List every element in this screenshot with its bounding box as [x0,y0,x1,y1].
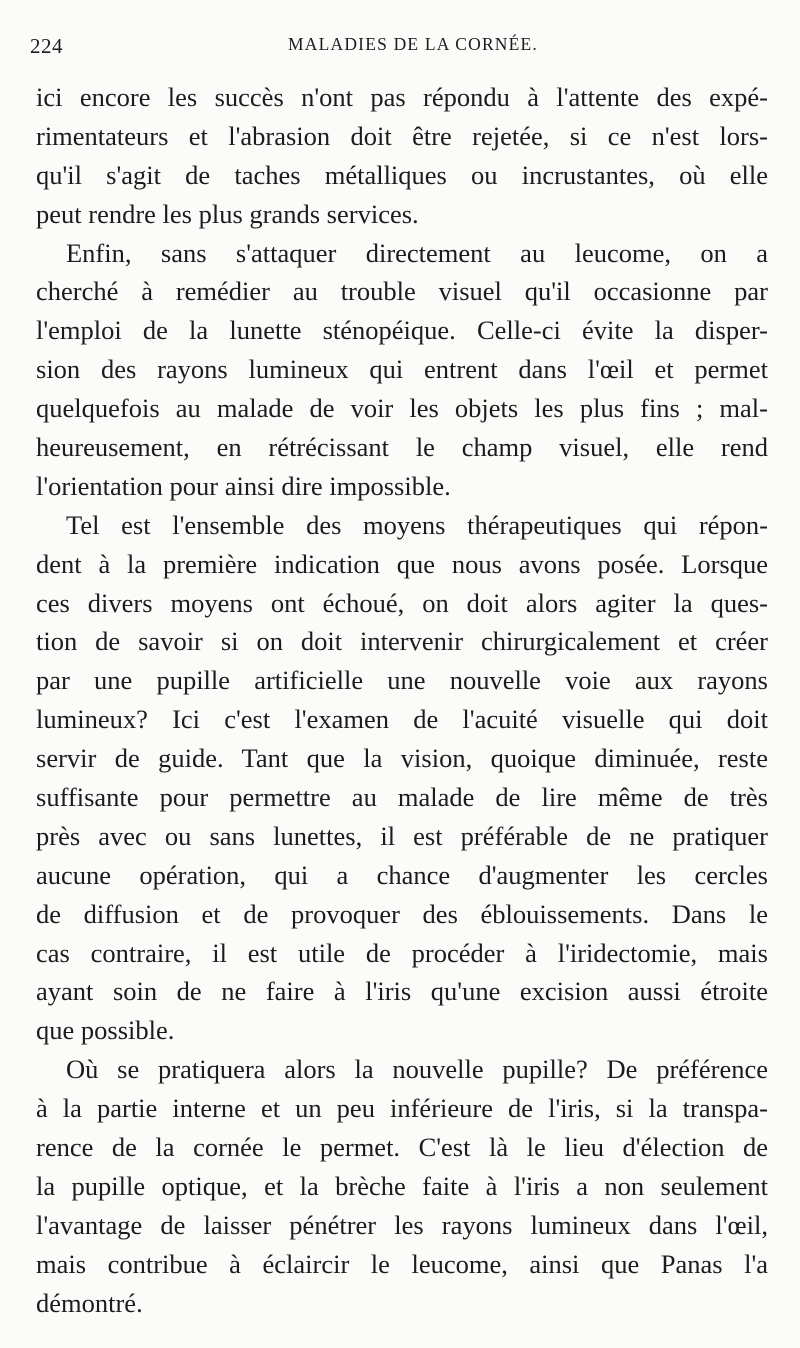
text-line: de diffusion et de provoquer des éblouissements. Dans le [36,898,768,929]
text-line: à la partie interne et un peu inférieure de l'iris, si la transpa- [36,1093,768,1124]
text-line: que possible. [36,1015,175,1046]
text-line: sion des rayons lumineux qui entrent dans l'œil et permet [36,354,768,385]
text-line: Où se pratiquera alors la nouvelle pupille? De préférence [66,1054,768,1085]
text-line: ces divers moyens ont échoué, on doit alors agiter la ques- [36,587,768,618]
text-line: mais contribue à éclaircir le leucome, ainsi que Panas l'a [36,1248,768,1279]
running-title: MALADIES DE LA CORNÉE. [288,34,539,54]
text-line: Tel est l'ensemble des moyens thérapeutiques qui répon- [66,509,768,540]
text-line: ayant soin de ne faire à l'iris qu'une excision aussi étroite [36,976,768,1007]
text-line: Enfin, sans s'attaquer directement au leucome, on a [66,237,768,268]
text-line: suffisante pour permettre au malade de lire même de très [36,782,768,813]
text-line: rence de la cornée le permet. C'est là le lieu d'élection de [36,1132,768,1163]
text-line: cherché à remédier au trouble visuel qu'il occasionne par [36,276,768,307]
text-line: tion de savoir si on doit intervenir chirurgicalement et créer [36,626,768,657]
text-line: cas contraire, il est utile de procéder à l'iridectomie, mais [36,937,768,968]
text-line: l'orientation pour ainsi dire impossible. [36,470,451,501]
text-line: qu'il s'agit de taches métalliques ou incrustantes, où elle [36,159,768,190]
page-number: 224 [30,34,63,58]
text-line: l'emploi de la lunette sténopéique. Celle-ci évite la disper- [36,315,768,346]
running-head [30,30,770,60]
text-line: ici encore les succès n'ont pas répondu à l'attente des expé- [36,82,768,112]
text-line: l'avantage de laisser pénétrer les rayons lumineux dans l'œil, [36,1209,768,1240]
text-line: la pupille optique, et la brèche faite à l'iris a non seulement [36,1170,768,1201]
text-line: rimentateurs et l'abrasion doit être rejetée, si ce n'est lors- [36,120,768,151]
text-line: servir de guide. Tant que la vision, quoique diminuée, reste [36,743,768,774]
text-line: démontré. [36,1287,143,1318]
text-line: heureusement, en rétrécissant le champ visuel, elle rend [36,432,768,463]
text-line: peut rendre les plus grands services. [36,198,419,229]
body-text [36,78,768,1323]
text-line: aucune opération, qui a chance d'augmenter les cercles [36,859,768,890]
text-line: quelquefois au malade de voir les objets les plus fins ; mal- [36,393,768,424]
text-line: par une pupille artificielle une nouvelle voie aux rayons [36,665,768,696]
text-line: dent à la première indication que nous avons posée. Lorsque [36,548,768,579]
text-line: près avec ou sans lunettes, il est préférable de ne pratiquer [36,820,768,851]
text-line: lumineux? Ici c'est l'examen de l'acuité visuelle qui doit [36,704,768,735]
